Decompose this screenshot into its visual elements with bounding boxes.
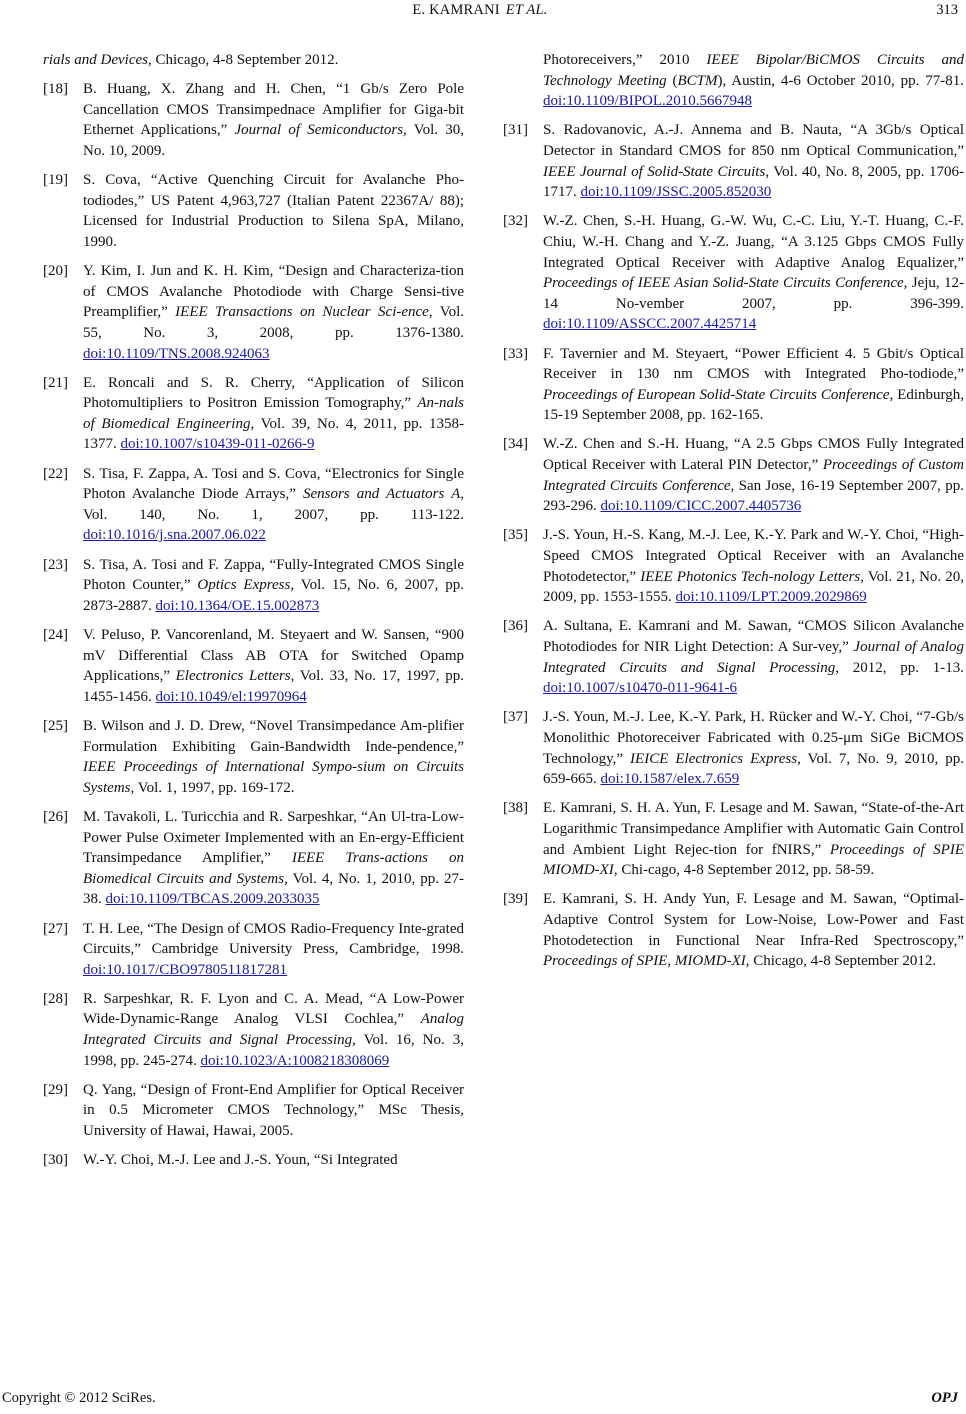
reference-source: Sensors and Actuators A	[302, 486, 461, 503]
reference-source: MIOMD-XI	[674, 953, 746, 970]
reference-body: V. Peluso, P. Vancorenland, M. Steyaert and W. Sansen, “900 mV Differential Class AB OTA for Switched Opamp Applications,”	[83, 627, 464, 685]
reference-item	[503, 344, 964, 426]
reference-body: S. Tisa, F. Zappa, A. Tosi and S. Cova, “Electronics for Single Photon Avalanche Diode Arrays,”	[83, 465, 464, 503]
reference-item	[43, 919, 464, 981]
reference-text	[83, 555, 464, 617]
reference-body: , Chicago, 4-8 September 2012.	[745, 953, 937, 970]
reference-text	[543, 707, 964, 789]
reference-item	[43, 807, 464, 910]
reference-body: , Vol. 40, No. 8, 2005, pp. 1706-1717.	[543, 163, 964, 201]
reference-number: [24]	[43, 627, 68, 643]
continuation-text: Photoreceivers,” 2010	[543, 52, 707, 68]
reference-item	[503, 798, 964, 880]
reference-item	[503, 616, 964, 698]
reference-text	[543, 616, 964, 698]
reference-number: [19]	[43, 172, 68, 189]
reference-text	[543, 120, 964, 202]
reference-number: [36]	[503, 618, 528, 635]
reference-source: IEICE Electronics Express	[630, 750, 798, 767]
doi-link[interactable]: doi:10.1017/CBO9780511817281	[83, 961, 288, 978]
reference-body: , Vol. 33, No. 17, 1997, pp. 1455-1456.	[83, 668, 464, 705]
reference-body: S. Tisa, A. Tosi and F. Zappa, “Fully-Integrated CMOS Single Photon Counter,”	[83, 556, 464, 594]
reference-item	[43, 79, 464, 161]
doi-link[interactable]: doi:10.1587/elex.7.659	[600, 771, 740, 788]
reference-text	[543, 525, 964, 607]
doi-link[interactable]: doi:10.1109/LPT.2009.2029869	[675, 589, 867, 606]
reference-body: , 2012, pp. 1-13.	[835, 659, 964, 676]
page-number: 313	[936, 2, 958, 18]
reference-text	[83, 716, 464, 798]
page-header	[0, 0, 966, 26]
reference-item	[43, 1080, 464, 1142]
reference-body: , Jeju, 12-14 No-vember 2007, pp. 396-399.	[543, 275, 964, 312]
reference-body: , Chi-cago, 4-8 September 2012, pp. 58-59.	[613, 862, 875, 879]
reference-item	[503, 434, 964, 516]
reference-text	[83, 373, 464, 455]
reference-body: S. Radovanovic, A.-J. Annema and B. Nauta, “A 3Gb/s Optical Detector in Standard CMOS for 850 nm Optical Communication,”	[543, 122, 964, 159]
reference-number: [27]	[43, 920, 68, 937]
doi-link[interactable]: doi:10.1109/TBCAS.2009.2033035	[105, 891, 320, 908]
reference-body: , Vol. 16, No. 3, 1998, pp. 245-274.	[83, 1032, 464, 1069]
reference-body: S. Cova, “Active Quenching Circuit for Avalanche Pho-todiodes,” US Patent 4,963,727 (Italian Patent 22367A/ 88); Licensed for Industrial Production to Silena SpA, Milano, 1990.	[83, 172, 464, 250]
reference-body: , Vol. 21, No. 20, 2009, pp. 1553-1555.	[543, 568, 964, 606]
copyright-notice: Copyright © 2012 SciRes.	[2, 1390, 156, 1406]
reference-text	[83, 1080, 464, 1142]
reference-number: [18]	[43, 81, 68, 98]
reference-item	[503, 889, 964, 971]
reference-text	[543, 434, 964, 516]
reference-source: Optics Express	[197, 577, 291, 594]
reference-item	[43, 373, 464, 455]
continuation-italic: rials and Devices	[43, 52, 148, 68]
reference-text	[83, 989, 464, 1071]
reference-item	[43, 170, 464, 252]
reference-body: , Vol. 30, No. 10, 2009.	[83, 122, 464, 159]
reference-item	[503, 707, 964, 789]
reference-text	[543, 798, 964, 880]
reference-item	[43, 1150, 464, 1171]
reference-body: E. Kamrani, S. H. Andy Yun, F. Lesage and M. Sawan, “Optimal-Adaptive Control System for Low-Noise, Low-Power and Fast Photodetection in Functional Near Infra-Red Spectroscopy,”	[543, 891, 964, 949]
reference-body: J.-S. Youn, H.-S. Kang, M.-J. Lee, K.-Y. Park and W.-Y. Choi, “High-Speed CMOS Integrated Optical Receiver with an Avalanche Photodetector,”	[543, 527, 964, 585]
reference-source: Proceedings of SPIE	[543, 953, 668, 970]
reference-number: [25]	[43, 717, 68, 734]
reference-body: W.-Z. Chen, S.-H. Huang, G.-W. Wu, C.-C. Liu, Y.-T. Huang, C.-F. Chiu, W.-H. Chang and Y.-Z. Juang, “A 3.125 Gbps CMOS Fully Integrated Optical Receiver with Adaptive Analog Equalizer,”	[543, 213, 964, 271]
reference-body: , Vol. 15, No. 6, 2007, pp. 2873-2887.	[83, 577, 464, 614]
reference-body: T. H. Lee, “The Design of CMOS Radio-Frequency Inte-grated Circuits,” Cambridge University Press, Cambridge, 1998.	[83, 920, 464, 958]
reference-number: [28]	[43, 990, 68, 1007]
doi-link[interactable]: doi:10.1016/j.sna.2007.06.022	[83, 527, 266, 544]
running-title	[0, 2, 966, 19]
reference-source: IEEE Photonics Tech-nology Letters	[640, 568, 861, 585]
reference-number: [35]	[503, 527, 528, 544]
reference-body: W.-Y. Choi, M.-J. Lee and J.-S. Youn, “Si Integrated	[83, 1152, 398, 1169]
reference-source: IEEE Trans-actions on Biomedical Circuits and Systems	[83, 850, 464, 887]
reference-item	[43, 989, 464, 1071]
reference-text	[543, 889, 964, 971]
reference-item	[43, 555, 464, 617]
reference-source: Proceedings of SPIE MIOMD-XI	[543, 841, 964, 879]
reference-text	[543, 211, 964, 335]
doi-link[interactable]: doi:10.1049/el:19970964	[155, 688, 307, 705]
reference-text	[83, 919, 464, 981]
running-title-author: E. KAMRANI	[412, 2, 500, 18]
reference-body: ,	[667, 953, 675, 970]
reference-number: [34]	[503, 436, 528, 453]
reference-item	[503, 211, 964, 335]
reference-item	[503, 525, 964, 607]
reference-number: [26]	[43, 808, 68, 825]
reference-source: IEEE Proceedings of International Sympo-sium on Circuits Systems	[83, 759, 464, 796]
reference-continuation	[503, 50, 964, 112]
reference-number: [30]	[43, 1152, 68, 1169]
reference-text	[83, 170, 464, 252]
reference-number: [31]	[503, 122, 528, 139]
reference-number: [20]	[43, 263, 68, 280]
reference-number: [38]	[503, 800, 528, 817]
reference-item	[43, 464, 464, 546]
reference-source: IEEE Transactions on Nuclear Sci-ence	[175, 304, 429, 321]
reference-text	[543, 344, 964, 426]
reference-item	[43, 261, 464, 364]
reference-body: , Vol. 7, No. 9, 2010, pp. 659-665.	[543, 750, 964, 788]
doi-link[interactable]: doi:10.1109/JSSC.2005.852030	[580, 184, 772, 201]
reference-item	[43, 625, 464, 707]
continuation-text: , Chicago, 4-8 September 2012.	[147, 52, 339, 68]
doi-link[interactable]: doi:10.1109/BIPOL.2010.5667948	[543, 93, 753, 110]
journal-abbrev: OPJ	[931, 1390, 958, 1406]
doi-link[interactable]: doi:10.1364/OE.15.002873	[155, 597, 320, 614]
reference-source: Electronics Letters	[175, 668, 291, 685]
continuation-italic: BCTM	[677, 72, 718, 89]
reference-body: , Vol. 55, No. 3, 2008, pp. 1376-1380.	[83, 304, 465, 341]
doi-link[interactable]: doi:10.1109/ASSCC.2007.4425714	[543, 316, 757, 333]
reference-body: , Edinburgh, 15-19 September 2008, pp. 162-165.	[543, 386, 964, 424]
reference-body: , Vol. 39, No. 4, 2011, pp. 1358-1377.	[83, 415, 464, 453]
reference-source: Proceedings of European Solid-State Circuits Conference	[543, 386, 890, 403]
doi-link[interactable]: doi:10.1109/CICC.2007.4405736	[600, 498, 802, 515]
doi-link[interactable]: doi:10.1023/A:1008218308069	[200, 1052, 390, 1069]
reference-body: Q. Yang, “Design of Front-End Amplifier for Optical Receiver in 0.5 Micrometer CMOS Technology,” MSc Thesis, University of Hawai, Hawai, 2005.	[83, 1081, 464, 1140]
reference-source: An-nals of Biomedical Engineering	[83, 395, 464, 432]
doi-link[interactable]: doi:10.1109/TNS.2008.924063	[83, 345, 270, 362]
reference-number: [29]	[43, 1081, 68, 1098]
reference-body: R. Sarpeshkar, R. F. Lyon and C. A. Mead, “A Low-Power Wide-Dynamic-Range Analog VLSI Cochlea,”	[83, 990, 464, 1028]
doi-link[interactable]: doi:10.1007/s10470-011-9641-6	[543, 680, 738, 697]
reference-source: Journal of Analog Integrated Circuits and Signal Processing	[543, 639, 964, 676]
reference-number: [23]	[43, 556, 68, 573]
reference-source: Proceedings of IEEE Asian Solid-State Circuits Conference	[543, 275, 904, 292]
reference-source: Analog Integrated Circuits and Signal Processing	[83, 1011, 464, 1049]
reference-continuation	[43, 50, 464, 71]
reference-body: M. Tavakoli, L. Turicchia and R. Sarpeshkar, “An Ul-tra-Low-Power Pulse Oximeter Implemented with an En-ergy-Efficient Transimpedance Amplifier,”	[83, 808, 464, 867]
reference-body: E. Kamrani, S. H. A. Yun, F. Lesage and M. Sawan, “State-of-the-Art Logarithmic Transimpedance Amplifier with Automatic Gain Control and Ambient Light Rejec-tion for fNIRS,”	[543, 800, 964, 858]
reference-body: , San Jose, 16-19 September 2007, pp. 293-296.	[543, 477, 964, 515]
reference-body: F. Tavernier and M. Steyaert, “Power Efficient 4. 5 Gbit/s Optical Receiver in 130 nm CMOS with Integrated Pho-todiode,”	[543, 345, 964, 383]
reference-body: , Vol. 4, No. 1, 2010, pp. 27-38.	[83, 870, 465, 908]
reference-body: A. Sultana, E. Kamrani and M. Sawan, “CMOS Silicon Avalanche Photodiodes for NIR Light Detection: A Sur-vey,”	[543, 618, 964, 655]
reference-body: W.-Z. Chen and S.-H. Huang, “A 2.5 Gbps CMOS Fully Integrated Optical Receiver with Lateral PIN Detector,”	[543, 436, 964, 474]
reference-number: [33]	[503, 345, 528, 362]
reference-body: B. Huang, X. Zhang and H. Chen, “1 Gb/s Zero Pole Cancellation CMOS Transimpednace Amplifier for Giga-bit Ethernet Applications,”	[83, 81, 464, 139]
reference-number: [22]	[43, 465, 68, 482]
reference-body: , Vol. 1, 1997, pp. 169-172.	[130, 779, 295, 796]
reference-item	[503, 120, 964, 202]
reference-source: Proceedings of Custom Integrated Circuits Conference	[543, 457, 964, 494]
reference-number: [21]	[43, 374, 68, 391]
running-title-etal: ET AL.	[505, 2, 548, 18]
reference-text	[83, 1150, 464, 1171]
reference-body: Y. Kim, I. Jun and K. H. Kim, “Design and Characteriza-tion of CMOS Avalanche Photodiode with Charge Sensi-tive Preamplifier,”	[83, 263, 464, 321]
page-footer	[0, 1390, 966, 1414]
reference-number: [39]	[503, 891, 528, 908]
references-right-column	[503, 50, 964, 980]
reference-source: Journal of Semiconductors	[234, 122, 404, 139]
reference-body: E. Roncali and S. R. Cherry, “Application of Silicon Photomultipliers to Positron Emission Tomography,”	[83, 374, 464, 412]
references-left-column	[43, 50, 464, 1179]
reference-item	[43, 716, 464, 798]
reference-body: B. Wilson and J. D. Drew, “Novel Transimpedance Am-plifier Formulation Exhibiting Gain-Bandwidth Inde-pendence,”	[83, 717, 464, 755]
reference-text	[83, 261, 464, 364]
continuation-text: (	[666, 72, 678, 89]
reference-number: [37]	[503, 709, 528, 726]
reference-text	[83, 79, 464, 161]
doi-link[interactable]: doi:10.1007/s10439-011-0266-9	[120, 436, 315, 453]
reference-body: , Vol. 140, No. 1, 2007, pp. 113-122.	[83, 486, 464, 523]
continuation-text: ), Austin, 4-6 October 2010, pp. 77-81.	[717, 72, 964, 89]
reference-body: J.-S. Youn, M.-J. Lee, K.-Y. Park, H. Rücker and W.-Y. Choi, “7-Gb/s Monolithic Photoreceiver Fabricated with 0.25-μm SiGe BiCMOS Technology,”	[543, 709, 964, 767]
reference-text	[83, 464, 464, 546]
reference-text	[83, 625, 464, 707]
reference-number: [32]	[503, 213, 528, 230]
continuation-italic: IEEE Bipolar/BiCMOS Circuits and Technology Meeting	[543, 52, 964, 89]
reference-text	[83, 807, 464, 910]
reference-source: IEEE Journal of Solid-State Circuits	[543, 163, 766, 180]
